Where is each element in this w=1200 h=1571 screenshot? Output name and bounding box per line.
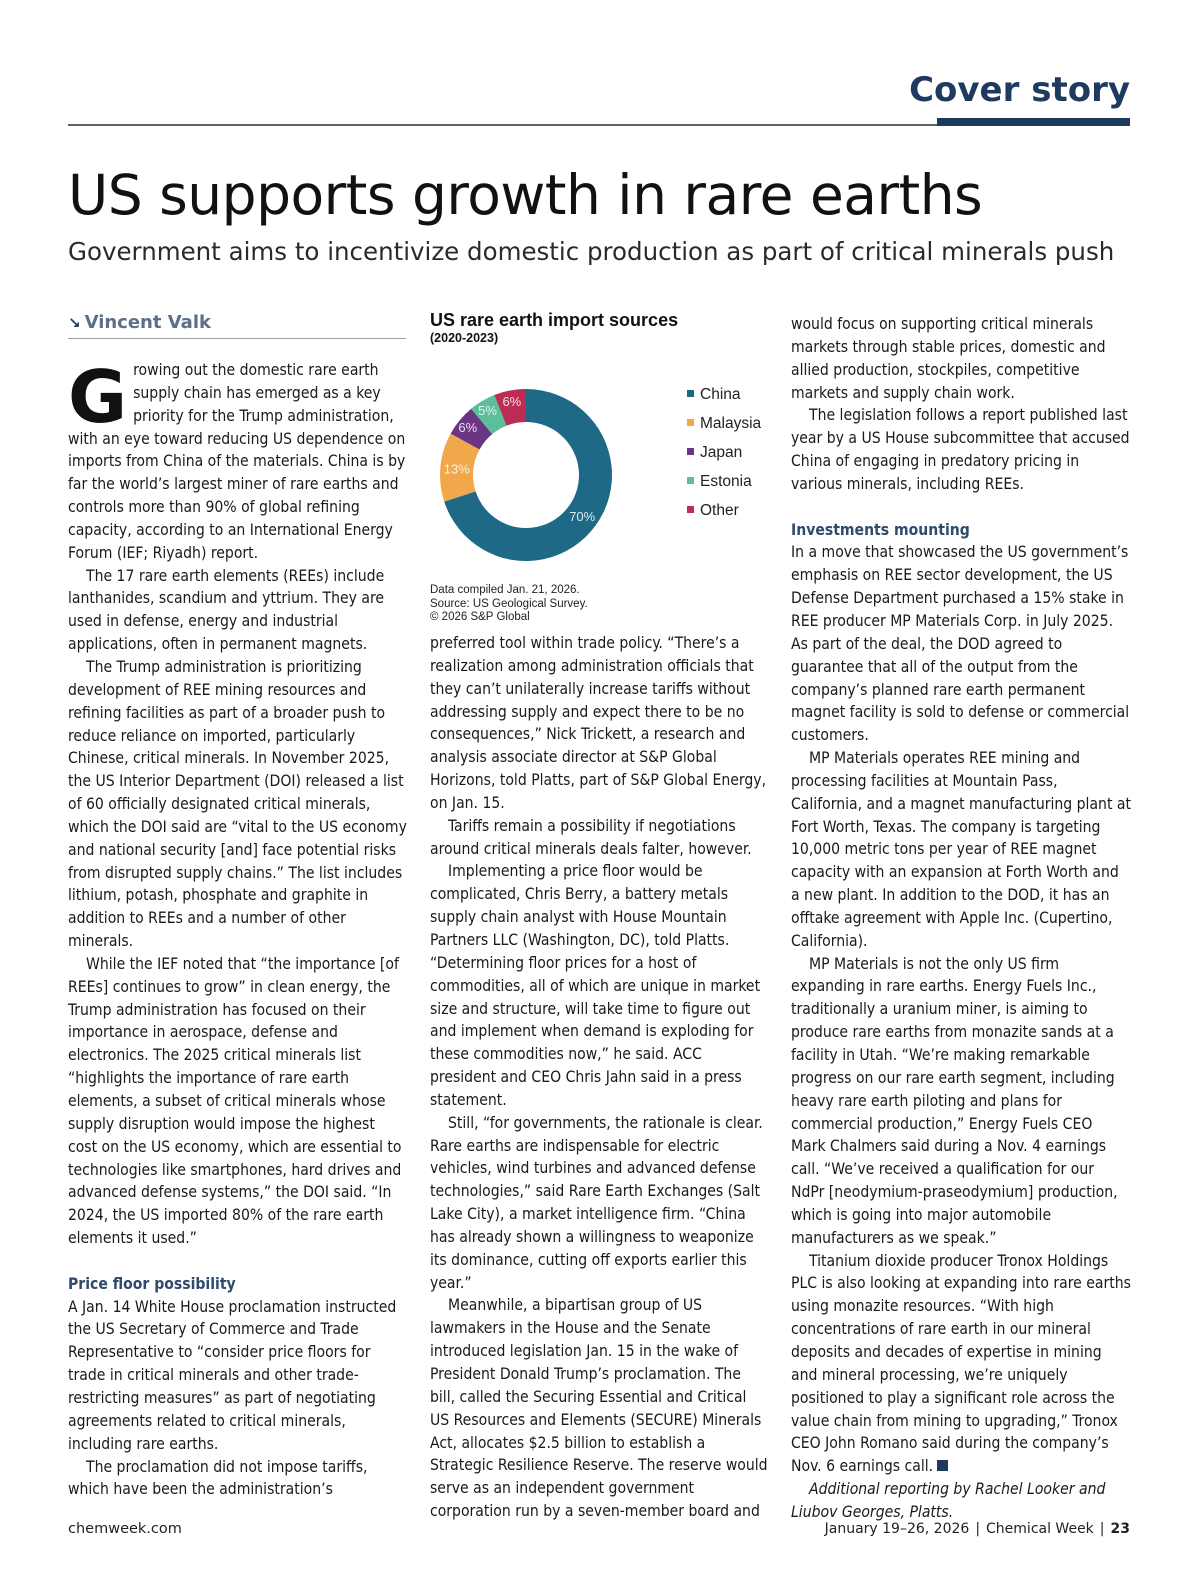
legend-label: Estonia [700, 473, 752, 490]
slice-label: 13% [443, 461, 470, 477]
legend-item-other [687, 500, 761, 529]
issue-date: January 19–26, 2026 [824, 1521, 970, 1537]
subhead-price-floor: Price floor possibility [68, 1274, 236, 1293]
page-number: 23 [1110, 1521, 1130, 1537]
chart-subtitle: (2020-2023) [430, 331, 499, 345]
slice-label: 6% [502, 393, 522, 409]
slice-label: 70% [569, 508, 596, 524]
legend-item-malaysia [687, 413, 761, 442]
paragraph: Still, “for governments, the rationale is clear. Rare earths are indispensable for electric vehicles, wind turbines and advanced defense technologies,” said Rare Earth Exchanges (Salt Lake City), a market intelligence firm. “China has already shown a willingness to weaponize its dominance, cutting off exports earlier this year.” [430, 1113, 763, 1292]
legend-swatch [687, 390, 694, 397]
paragraph [791, 1250, 1131, 1478]
subhead-investments: Investments mounting [791, 520, 970, 539]
footer-info [825, 1521, 1130, 1537]
legend-swatch [687, 448, 694, 455]
paragraph: The legislation follows a report published last year by a US House subcommittee that accused China of engaging in predatory pricing in various minerals, including REEs. [791, 406, 1130, 493]
byline [68, 312, 406, 339]
paragraph: The proclamation did not impose tariffs, which have been the administration’s [68, 1457, 368, 1499]
chart-legend [687, 384, 761, 529]
drop-cap: G [68, 355, 128, 439]
publication-name: Chemical Week [986, 1521, 1094, 1537]
text-column-1 [68, 355, 408, 1501]
donut-chart [430, 306, 770, 632]
footer-separator: | [1099, 1521, 1105, 1537]
legend-item-china [687, 384, 761, 413]
legend-swatch [687, 506, 694, 513]
author-name: Vincent Valk [84, 312, 211, 333]
paragraph: A Jan. 14 White House proclamation instructed the US Secretary of Commerce and Trade Representative to “consider price floors for trade in critical minerals and other trade-restricting measures” as part of negotiating agreements related to critical minerals, including rare earths. [68, 1297, 397, 1453]
paragraph: MP Materials is not the only US firm expanding in rare earths. Energy Fuels Inc., traditionally a uranium miner, is aiming to produce rare earths from monazite sands at a facility in Utah. “We’re making remarkable progress on our rare earth segment, including heavy rare earth piloting and plans for commercial production,” Energy Fuels CEO Mark Chalmers said during a Nov. 4 earnings call. “We’ve received a qualification for our NdPr [neodymium-praseodymium] production, which is going into major automobile manufacturers as we speak.” [791, 954, 1118, 1247]
legend-label: China [700, 386, 741, 403]
legend-label: Other [700, 502, 739, 519]
footer-separator: | [975, 1521, 981, 1537]
chart-title: US rare earth import sources [430, 310, 679, 330]
legend-item-japan [687, 442, 761, 471]
paragraph: In a move that showcased the US government’s emphasis on REE sector development, the US Defense Department purchased a 15% stake in REE producer MP Materials Corp. in July 2025. As part of the deal, the DOD agreed to guarantee that all of the output from the company’s planned rare earth permanent magnet facility is sold to defense or commercial customers. [791, 543, 1130, 745]
slice-label: 6% [458, 419, 478, 435]
legend-label: Malaysia [700, 415, 762, 432]
legend-swatch [687, 419, 694, 426]
paragraph: The 17 rare earth elements (REEs) include lanthanides, scandium and yttrium. They are used in defense, energy and industrial applications, often in permanent magnets. [68, 566, 385, 654]
article-deck: Government aims to incentivize domestic production as part of critical minerals push [68, 237, 1115, 266]
legend-label: Japan [700, 444, 743, 461]
paragraph: preferred tool within trade policy. “There’s a realization among administration officials that they can’t unilaterally increase tariffs without addressing supply and expect there to be no consequences,” Nick Trickett, a research and analysis associate director at S&P Global Horizons, told Platts, part of S&P Global Energy, on Jan. 15. [430, 634, 767, 812]
additional-reporting-text: Additional reporting by Rachel Looker and Liubov Georges, Platts. [791, 1480, 1106, 1521]
paragraph-text: rowing out the domestic rare earth supply chain has emerged as a key priority for the Trump administration, with an eye toward reducing US dependence on imports from China of the materials. China is by far the world’s largest miner of rare earths and controls more than 90% of global refining capacity, according to an International Energy Forum (IEF; Riyadh) report. [68, 361, 406, 562]
legend-item-estonia [687, 471, 761, 500]
paragraph: would focus on supporting critical minerals markets through stable prices, domestic and allied production, stockpiles, competitive markets and supply chain work. [791, 315, 1106, 402]
additional-reporting [791, 1478, 1131, 1524]
end-mark-icon [937, 1460, 948, 1471]
paragraph-text: Titanium dioxide producer Tronox Holdings PLC is also looking at expanding into rare earths using monazite resources. “With high concentrations of rare earth in our mineral deposits and decades of expertise in mining and mineral processing, we’re uniquely positioned to play a significant role across the value chain from mining to upgrading,” Tronox CEO John Romano said during the company’s Nov. 6 earnings call. [791, 1251, 1131, 1476]
paragraph: Implementing a price floor would be complicated, Chris Berry, a battery metals supply chain analyst with House Mountain Partners LLC (Washington, DC), told Platts. “Determining floor prices for a host of commodities, all of which are unique in market size and structure, will take time to figure out and implement when demand is exploding for these commodities now,” he said. ACC president and CEO Chris Jahn said in a press statement. [430, 862, 761, 1109]
paragraph [68, 355, 408, 565]
paragraph: MP Materials operates REE mining and processing facilities at Mountain Pass, California, and a magnet manufacturing plant at Fort Worth, Texas. The company is targeting 10,000 metric tons per year of REE magnet capacity with an expansion at Forth Worth and a new plant. In addition to the DOD, it has an offtake agreement with Apple Inc. (Cupertino, California). [791, 749, 1131, 950]
chart-note: © 2026 S&P Global [430, 611, 530, 623]
paragraph: Meanwhile, a bipartisan group of US lawmakers in the House and the Senate introduced legislation Jan. 15 in the wake of President Donald Trump’s proclamation. The bill, called the Securing Essential and Critical US Resources and Elements (SECURE) Minerals Act, allocates $2.5 billion to establish a Strategic Resilience Reserve. The reserve would serve as an independent government corporation run by a seven-member board and [430, 1296, 768, 1521]
arrow-down-right-icon: ↘ [68, 314, 81, 332]
chart-notes [430, 584, 588, 625]
chart-note: Source: US Geological Survey. [430, 597, 588, 610]
footer-website: chemweek.com [68, 1521, 182, 1537]
paragraph: While the IEF noted that “the importance [of REEs] continues to grow” in clean energy, the Trump administration has focused on their importance in aerospace, defense and electronics. The 2025 critical minerals list “highlights the importance of rare earth elements, a subset of critical minerals whose supply disruption would impose the highest cost on the US economy, which are essential to technologies like smartphones, hard drives and advanced defense systems,” the DOI said. “In 2024, the US imported 80% of the rare earth elements it used.” [68, 954, 402, 1248]
article-headline: US supports growth in rare earths [68, 163, 983, 227]
chart-note: Data compiled Jan. 21, 2026. [430, 584, 580, 596]
paragraph: The Trump administration is prioritizing development of REE mining resources and refining facilities as part of a broader push to reduce reliance on imported, particularly Chinese, critical minerals. In November 2025, the US Interior Department (DOI) released a list of 60 officially designated critical minerals, which the DOI said are “vital to the US economy and national security [and] face potential risks from disrupted supply chains.” The list includes lithium, potash, phosphate and graphite in addition to REEs and a number of other minerals. [68, 657, 407, 951]
legend-swatch [687, 477, 694, 484]
text-column-3 [791, 313, 1131, 1524]
section-label: Cover story [909, 70, 1130, 110]
slice-label: 5% [478, 403, 497, 419]
header-accent-bar [937, 118, 1130, 126]
donut-plot [430, 360, 680, 580]
text-column-2 [430, 632, 768, 1523]
paragraph: Tariffs remain a possibility if negotiations around critical minerals deals falter, however. [430, 816, 752, 858]
